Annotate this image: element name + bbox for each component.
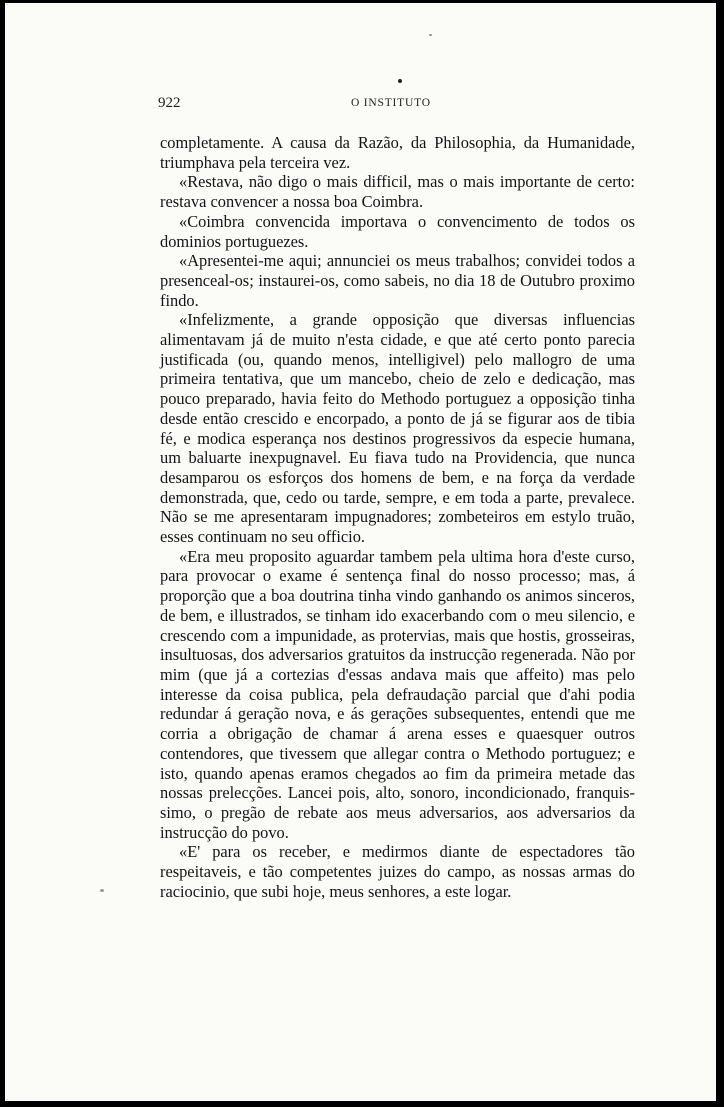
paragraph: «E' para os receber, e medirmos diante de espectadores tão respeitaveis, e tão competentes juizes do campo, as nossas armas do raciocinio, que subi hoje, meus senhores, a este logar.	[160, 842, 635, 901]
running-head: O INSTITUTO	[351, 97, 431, 109]
print-speck	[100, 889, 104, 892]
paragraph: «Era meu proposito aguardar tambem pela ultima hora d'este curso, para provocar o exame é sentença final do nosso processo; mas, á proporção que a boa doutrina tinha vindo ganhando os animos sinceros, de bem, e illustrados, se tinham ido exacerbando com o meu silencio, e crescendo com a impunidade, as protervias, mais que hostis, grosseiras, insultuosas, dos adversarios gratuitos da instrucção regenerada. Não por mim (que já a cortezias d'essas andava mais que affeito) mas pelo interesse da coisa publica, pela defraudação parcial que d'ahi podia redundar á geração nova, e ás gerações subsequentes, entendi que me corria a obrigação de chamar á arena esses e quaesquer outros contendores, que tivessem que allegar contra o Methodo portuguez; e isto, quando apenas eramos chegados ao fim da primeira metade das nossas prelecções. Lancei pois, alto, sonoro, incondicionado, franquissimo, o pregão de rebate aos meus adversarios, aos adversarios da instrucção do povo.	[160, 546, 635, 842]
paragraph: completamente. A causa da Razão, da Philosophia, da Humanidade, triumphava pela terceira vez.	[160, 133, 635, 172]
page-number: 922	[158, 95, 181, 111]
paragraph: «Apresentei-me aqui; annunciei os meus trabalhos; convidei todos a presenceal-os; instaurei-os, como sabeis, no dia 18 de Outubro proximo findo.	[160, 251, 635, 310]
print-speck	[398, 79, 402, 83]
print-speck	[429, 34, 432, 36]
paragraph: «Restava, não digo o mais difficil, mas o mais importante de certo: restava convencer a nossa boa Coimbra.	[160, 172, 635, 212]
body-text	[160, 133, 635, 901]
page-header	[5, 95, 716, 117]
paragraph: «Coimbra convencida importava o convencimento de todos os dominios portuguezes.	[160, 211, 635, 251]
paragraph: «Infelizmente, a grande opposição que diversas influencias alimentavam já de muito n'esta cidade, e que até certo ponto parecia justificada (ou, quando menos, intelligivel) pelo mallogro de uma primeira tentativa, que um mancebo, cheio de zelo e dedicação, mas pouco preparado, havia feito do Methodo portuguez a opposição tinha desde então crescido e encorpado, a ponto de já se figurar aos de tibia fé, e modica esperança nos destinos progressivos da especie humana, um baluarte inexpugnavel. Eu fiava tudo na Providencia, que nunca desamparou os esforços dos homens de bem, e na força da verdade demonstrada, que, cedo ou tarde, sempre, e em toda a parte, prevalece. Não se me apresentaram impugnadores; zombeteiros em estylo truão, esses continuam no seu officio.	[160, 310, 635, 547]
book-page	[5, 3, 716, 1101]
